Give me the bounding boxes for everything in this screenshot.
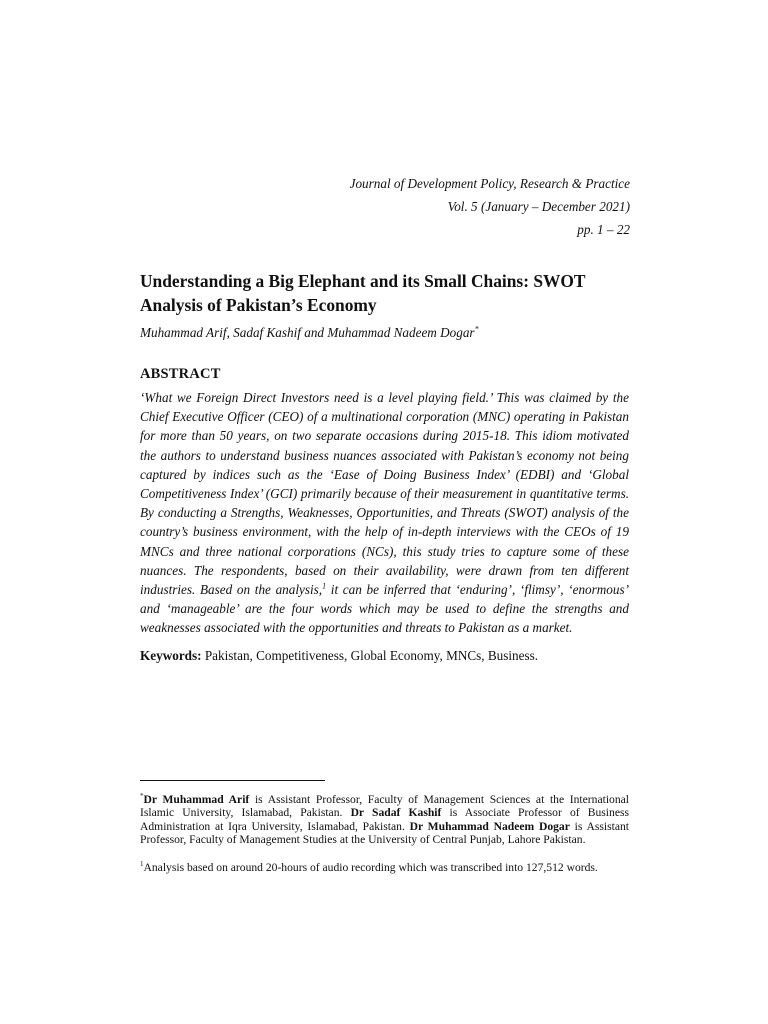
abstract-text-part2: it can be inferred that ‘enduring’, ‘flimsy’, ‘enormous’ and ‘manageable’ are the four words which may be used to define the strengths and weaknesses associated with the opportunities and threats to Pakistan as a market.: [140, 582, 629, 636]
author-line: [140, 323, 630, 343]
journal-name: Journal of Development Policy, Research & Practice: [349, 176, 630, 191]
footnote-author3-name: Dr Muhammad Nadeem Dogar: [409, 819, 570, 833]
footnote-authors: [140, 793, 629, 847]
abstract-text-part1: ‘What we Foreign Direct Investors need is a level playing field.’ This was claimed by the Chief Executive Officer (CEO) of a multinational corporation (MNC) operating in Pakistan for more than 50 years, on two separate occasions during 2015-18. This idiom motivated the authors to understand business nuances associated with Pakistan’s economy not being captured by indices such as the ‘Ease of Doing Business Index’ (EDBI) and ‘Global Competitiveness Index’ (GCI) primarily because of their measurement in quantitative terms. By conducting a Strengths, Weaknesses, Opportunities, and Threats (SWOT) analysis of the country’s business environment, with the help of in-depth interviews with the CEOs of 19 MNCs and three national corporations (NCs), this study tries to capture some of these nuances. The respondents, based on their availability, were drawn from ten different industries. Based on the analysis,: [140, 390, 629, 598]
keywords-text: Pakistan, Competitiveness, Global Economy, MNCs, Business.: [201, 648, 539, 663]
footnote-analysis: [140, 861, 629, 875]
footnote-author3-desc: is Assistant Professor, Faculty of Management Studies at the University of Central Punjab, Lahore Pakistan.: [140, 819, 629, 847]
keywords-label: Keywords:: [140, 648, 202, 663]
page-range: pp. 1 – 22: [577, 222, 630, 237]
footnote-analysis-text: Analysis based on around 20-hours of audio recording which was transcribed into 127,512 words.: [143, 861, 598, 874]
footnote-author2-desc: is Associate Professor of Business Administration at Iqra University, Islamabad, Pakistan.: [140, 806, 629, 833]
abstract-body: [140, 388, 629, 638]
abstract-footnote-ref: 1: [322, 581, 327, 591]
journal-volume: Vol. 5 (January – December 2021): [447, 199, 630, 214]
footnote-marker-star: *: [140, 792, 144, 801]
footnote-author1-name: Dr Muhammad Arif: [143, 793, 250, 806]
author-names: Muhammad Arif, Sadaf Kashif and Muhammad Nadeem Dogar: [140, 325, 475, 340]
abstract-heading: ABSTRACT: [140, 366, 221, 382]
footnote-divider: [140, 780, 325, 781]
footnote-marker-1: 1: [140, 860, 144, 869]
paper-title: Understanding a Big Elephant and its Small Chains: SWOT Analysis of Pakistan’s Economy: [140, 271, 586, 315]
footnote-author1-desc: is Assistant Professor, Faculty of Management Sciences at the International Islamic University, Islamabad, Pakistan.: [140, 793, 629, 820]
author-footnote-marker: *: [474, 324, 479, 334]
footnote-author2-name: Dr Sadaf Kashif: [350, 806, 442, 820]
keywords-line: [140, 646, 630, 666]
